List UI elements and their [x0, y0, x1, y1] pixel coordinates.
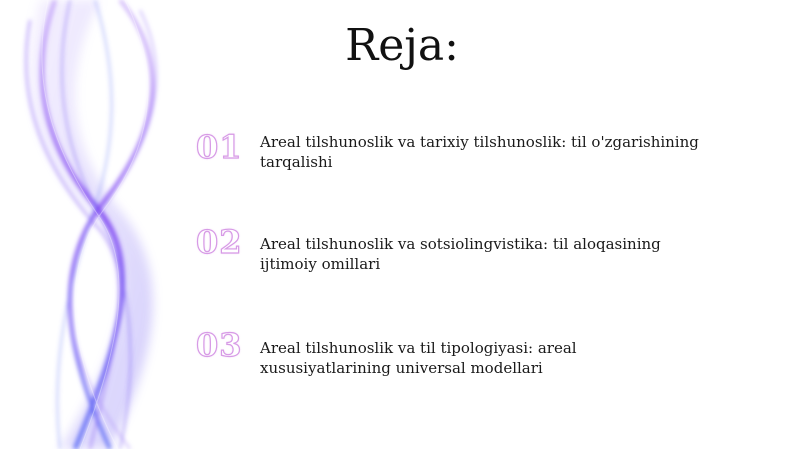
agenda-item [196, 128, 716, 191]
item-text: Areal tilshunoslik va til tipologiyasi: areal xususiyatlarining universal modellari [260, 339, 577, 377]
item-text: Areal tilshunoslik va sotsiolingvistika: til aloqasining ijtimoiy omillari [260, 235, 661, 273]
slide-title: Reja: [345, 20, 459, 71]
item-number: 01 [196, 128, 243, 166]
agenda-item [196, 223, 716, 286]
item-number: 02 [196, 223, 243, 261]
agenda-item [196, 326, 716, 389]
item-number: 03 [196, 326, 243, 364]
item-text: Areal tilshunoslik va tarixiy tilshunoslik: til o'zgarishining tarqalishi [260, 133, 699, 171]
